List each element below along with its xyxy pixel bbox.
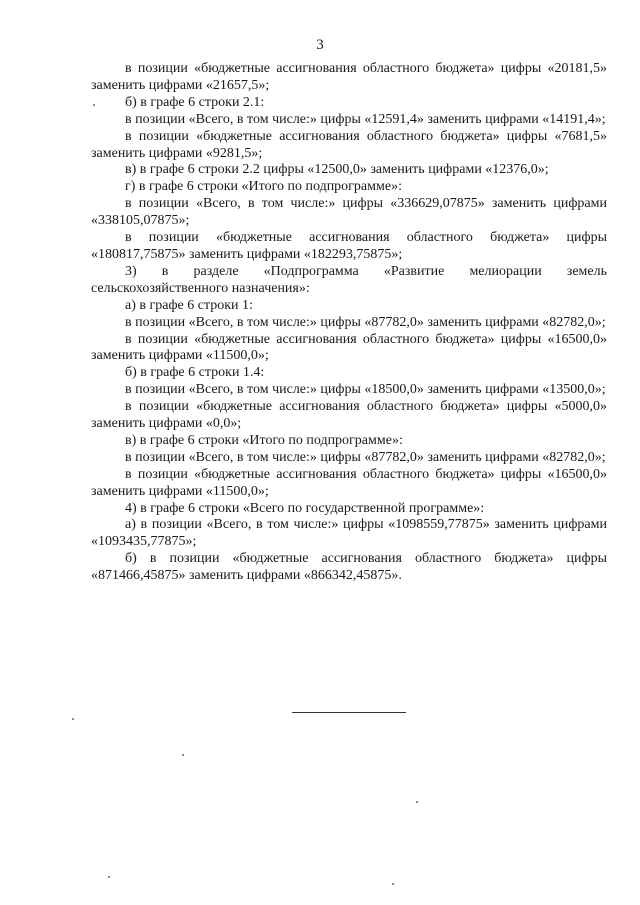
scan-speck	[93, 104, 95, 106]
paragraph: в позиции «Всего, в том числе:» цифры «87782,0» заменить цифрами «82782,0»;	[125, 449, 606, 465]
scan-speck	[72, 718, 74, 720]
separator-line	[292, 712, 406, 713]
scan-speck	[392, 883, 394, 885]
paragraph: г) в графе 6 строки «Итого по подпрограмме»:	[125, 179, 402, 195]
paragraph: б) в графе 6 строки 1.4:	[125, 365, 265, 381]
paragraph: в позиции «бюджетные ассигнования областного бюджета» цифры «16500,0» заменить цифрами «11500,0»;	[91, 466, 607, 499]
paragraph: в позиции «Всего, в том числе:» цифры «18500,0» заменить цифрами «13500,0»;	[125, 382, 606, 398]
paragraph: в позиции «бюджетные ассигнования областного бюджета» цифры «180817,75875» заменить цифрами «182293,75875»;	[91, 230, 607, 262]
paragraph: б) в позиции «бюджетные ассигнования областного бюджета» цифры «871466,45875» заменить цифрами «866342,45875».	[91, 551, 607, 584]
paragraph: в позиции «бюджетные ассигнования областного бюджета» цифры «20181,5» заменить цифрами «21657,5»;	[91, 61, 607, 93]
page-number: 3	[316, 37, 324, 53]
paragraph: 4) в графе 6 строки «Всего по государственной программе»:	[125, 500, 485, 516]
paragraph: 3) в разделе «Подпрограмма «Развитие мелиорации земель сельскохозяйственного назначения»:	[91, 263, 607, 296]
paragraph: в) в графе 6 строки 2.2 цифры «12500,0» заменить цифрами «12376,0»;	[125, 162, 549, 178]
paragraph: в позиции «Всего, в том числе:» цифры «87782,0» заменить цифрами «82782,0»;	[125, 314, 606, 330]
paragraph: б) в графе 6 строки 2.1:	[125, 94, 265, 110]
paragraph: в позиции «Всего, в том числе:» цифры «12591,4» заменить цифрами «14191,4»;	[125, 111, 606, 127]
document-body	[91, 61, 607, 585]
paragraph: в позиции «бюджетные ассигнования областного бюджета» цифры «5000,0» заменить цифрами «0,0»;	[91, 399, 607, 432]
scan-speck	[182, 754, 184, 756]
paragraph: в позиции «бюджетные ассигнования областного бюджета» цифры «16500,0» заменить цифрами «11500,0»;	[91, 331, 607, 364]
scan-speck	[416, 801, 418, 803]
paragraph: в позиции «бюджетные ассигнования областного бюджета» цифры «7681,5» заменить цифрами «9281,5»;	[91, 128, 607, 161]
scan-speck	[108, 876, 110, 878]
paragraph: в позиции «Всего, в том числе:» цифры «336629,07875» заменить цифрами «338105,07875»;	[91, 196, 607, 229]
paragraph: а) в позиции «Всего, в том числе:» цифры «1098559,77875» заменить цифрами «1093435,77875»;	[91, 517, 607, 550]
paragraph: в) в графе 6 строки «Итого по подпрограмме»:	[125, 432, 403, 448]
paragraph: а) в графе 6 строки 1:	[125, 297, 253, 313]
